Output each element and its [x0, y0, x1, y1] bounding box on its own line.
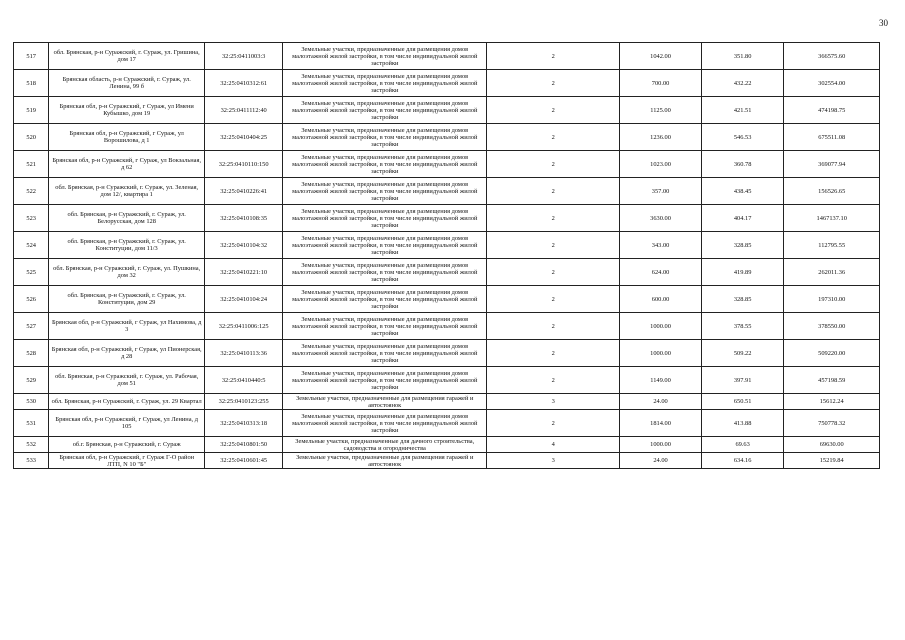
cadastral-number-cell: 32:25:0410221:10	[205, 259, 283, 286]
permitted-use-cell: Земельные участки, предназначенные для размещения домов малоэтажной жилой застройки, в том числе индивидуальной жилой застройки	[283, 124, 487, 151]
group-cell: 2	[487, 313, 620, 340]
group-cell: 2	[487, 124, 620, 151]
area-cell: 600.00	[620, 286, 702, 313]
cadastral-number-cell: 32:25:0410801:50	[205, 437, 283, 453]
specific-value-cell: 360.78	[701, 151, 784, 178]
group-cell: 2	[487, 232, 620, 259]
specific-value-cell: 432.22	[701, 70, 784, 97]
cadastral-value-cell: 69630.00	[784, 437, 880, 453]
address-cell: обл. Брянская, р-н Суражский, г. Сураж, ул. Конституции, дом 11/3	[49, 232, 205, 259]
address-cell: Брянская обл, р-н Суражский, г Сураж, ул Вокзальная, д 62	[49, 151, 205, 178]
table-row	[14, 367, 880, 394]
area-cell: 24.00	[620, 453, 702, 469]
group-cell: 2	[487, 43, 620, 70]
cadastral-number-cell: 32:25:0410226:41	[205, 178, 283, 205]
specific-value-cell: 69.63	[701, 437, 784, 453]
table-row	[14, 151, 880, 178]
address-cell: обл. Брянская, р-н Суражский, г. Сураж, ул. Рабочая, дом 51	[49, 367, 205, 394]
cadastral-value-cell: 302554.00	[784, 70, 880, 97]
group-cell: 2	[487, 97, 620, 124]
row-number-cell: 526	[14, 286, 49, 313]
permitted-use-cell: Земельные участки, предназначенные для размещения домов малоэтажной жилой застройки, в том числе индивидуальной жилой застройки	[283, 313, 487, 340]
cadastral-value-cell: 378550.00	[784, 313, 880, 340]
cadastral-number-cell: 32:25:0411003:3	[205, 43, 283, 70]
group-cell: 2	[487, 205, 620, 232]
cadastral-number-cell: 32:25:0410312:61	[205, 70, 283, 97]
address-cell: Брянская обл, р-н Суражский, г Сураж, ул Нахимова, д 3	[49, 313, 205, 340]
specific-value-cell: 413.88	[701, 410, 784, 437]
group-cell: 2	[487, 70, 620, 97]
cadastral-value-cell: 15612.24	[784, 394, 880, 410]
group-cell: 4	[487, 437, 620, 453]
specific-value-cell: 421.51	[701, 97, 784, 124]
area-cell: 1000.00	[620, 340, 702, 367]
specific-value-cell: 397.91	[701, 367, 784, 394]
page-number: 30	[879, 18, 888, 28]
cadastral-value-cell: 457198.59	[784, 367, 880, 394]
cadastral-number-cell: 32:25:0410601:45	[205, 453, 283, 469]
permitted-use-cell: Земельные участки, предназначенные для размещения домов малоэтажной жилой застройки, в том числе индивидуальной жилой застройки	[283, 340, 487, 367]
area-cell: 24.00	[620, 394, 702, 410]
area-cell: 343.00	[620, 232, 702, 259]
cadastral-number-cell: 32:25:0411006:125	[205, 313, 283, 340]
row-number-cell: 517	[14, 43, 49, 70]
cadastral-number-cell: 32:25:0410313:18	[205, 410, 283, 437]
group-cell: 2	[487, 286, 620, 313]
row-number-cell: 529	[14, 367, 49, 394]
row-number-cell: 530	[14, 394, 49, 410]
table-row	[14, 453, 880, 469]
cadastral-value-cell: 197310.00	[784, 286, 880, 313]
table-row	[14, 286, 880, 313]
address-cell: Брянская обл, р-н Суражский, г Сураж, ул Ленина, д 105	[49, 410, 205, 437]
row-number-cell: 519	[14, 97, 49, 124]
cadastral-value-cell: 262011.36	[784, 259, 880, 286]
permitted-use-cell: Земельные участки, предназначенные для размещения домов малоэтажной жилой застройки, в том числе индивидуальной жилой застройки	[283, 259, 487, 286]
cadastral-number-cell: 32:25:0410110:150	[205, 151, 283, 178]
table-row	[14, 437, 880, 453]
group-cell: 2	[487, 340, 620, 367]
permitted-use-cell: Земельные участки, предназначенные для размещения домов малоэтажной жилой застройки, в том числе индивидуальной жилой застройки	[283, 178, 487, 205]
address-cell: Брянская обл, р-н Суражский, г Сураж, ул Ворошилова, д 1	[49, 124, 205, 151]
specific-value-cell: 634.16	[701, 453, 784, 469]
specific-value-cell: 378.55	[701, 313, 784, 340]
area-cell: 1000.00	[620, 313, 702, 340]
specific-value-cell: 509.22	[701, 340, 784, 367]
cadastral-value-cell: 675511.08	[784, 124, 880, 151]
permitted-use-cell: Земельные участки, предназначенные для размещения домов малоэтажной жилой застройки, в том числе индивидуальной жилой застройки	[283, 367, 487, 394]
cadastral-number-cell: 32:25:0410440:5	[205, 367, 283, 394]
cadastral-value-cell: 156526.65	[784, 178, 880, 205]
row-number-cell: 520	[14, 124, 49, 151]
table-row	[14, 97, 880, 124]
specific-value-cell: 419.89	[701, 259, 784, 286]
address-cell: Брянская обл, р-н Суражский, г Сураж, ул Имени Кубышко, дом 19	[49, 97, 205, 124]
cadastral-number-cell: 32:25:0410104:32	[205, 232, 283, 259]
permitted-use-cell: Земельные участки, предназначенные для дачного строительства, садоводства и огородничества	[283, 437, 487, 453]
specific-value-cell: 351.80	[701, 43, 784, 70]
row-number-cell: 528	[14, 340, 49, 367]
table-row	[14, 340, 880, 367]
area-cell: 1236.00	[620, 124, 702, 151]
cadastral-number-cell: 32:25:0410104:24	[205, 286, 283, 313]
table-row	[14, 232, 880, 259]
area-cell: 1042.00	[620, 43, 702, 70]
cadastral-value-cell: 474198.75	[784, 97, 880, 124]
cadastral-number-cell: 32:25:0410113:36	[205, 340, 283, 367]
permitted-use-cell: Земельные участки, предназначенные для размещения домов малоэтажной жилой застройки, в том числе индивидуальной жилой застройки	[283, 232, 487, 259]
permitted-use-cell: Земельные участки, предназначенные для размещения домов малоэтажной жилой застройки, в том числе индивидуальной жилой застройки	[283, 97, 487, 124]
table-row	[14, 43, 880, 70]
cadastral-value-cell: 112795.55	[784, 232, 880, 259]
address-cell: Брянская обл, р-н Суражский, г Сураж Г-О район ЛТП, N 10 "Б"	[49, 453, 205, 469]
address-cell: Брянская обл, р-н Суражский, г Сураж, ул Пионерская, д 28	[49, 340, 205, 367]
cadastral-value-cell: 1467137.10	[784, 205, 880, 232]
table-row	[14, 124, 880, 151]
specific-value-cell: 546.53	[701, 124, 784, 151]
area-cell: 1023.00	[620, 151, 702, 178]
row-number-cell: 531	[14, 410, 49, 437]
area-cell: 624.00	[620, 259, 702, 286]
land-plots-table	[13, 42, 880, 469]
address-cell: обл. Брянская, р-н Суражский, г. Сураж, ул. 29 Квартал	[49, 394, 205, 410]
row-number-cell: 533	[14, 453, 49, 469]
group-cell: 2	[487, 410, 620, 437]
table-row	[14, 205, 880, 232]
cadastral-value-cell: 509220.00	[784, 340, 880, 367]
row-number-cell: 518	[14, 70, 49, 97]
row-number-cell: 524	[14, 232, 49, 259]
area-cell: 3630.00	[620, 205, 702, 232]
table-row	[14, 313, 880, 340]
permitted-use-cell: Земельные участки, предназначенные для размещения домов малоэтажной жилой застройки, в том числе индивидуальной жилой застройки	[283, 43, 487, 70]
table-row	[14, 70, 880, 97]
table-row	[14, 259, 880, 286]
address-cell: обл. Брянская, р-н Суражский, г. Сураж, ул. Зеленая, дом 12/, квартира 1	[49, 178, 205, 205]
cadastral-value-cell: 15219.84	[784, 453, 880, 469]
cadastral-number-cell: 32:25:0410404:25	[205, 124, 283, 151]
row-number-cell: 521	[14, 151, 49, 178]
area-cell: 1149.00	[620, 367, 702, 394]
address-cell: обл. Брянская, р-н Суражский, г. Сураж, ул. Пушкина, дом 32	[49, 259, 205, 286]
permitted-use-cell: Земельные участки, предназначенные для размещения гаражей и автостоянок	[283, 453, 487, 469]
address-cell: обл. Брянская, р-н Суражский, г. Сураж, ул. Гришина, дом 17	[49, 43, 205, 70]
permitted-use-cell: Земельные участки, предназначенные для размещения домов малоэтажной жилой застройки, в том числе индивидуальной жилой застройки	[283, 286, 487, 313]
area-cell: 1125.00	[620, 97, 702, 124]
group-cell: 3	[487, 453, 620, 469]
cadastral-number-cell: 32:25:0411112:40	[205, 97, 283, 124]
group-cell: 3	[487, 394, 620, 410]
row-number-cell: 523	[14, 205, 49, 232]
group-cell: 2	[487, 367, 620, 394]
area-cell: 700.00	[620, 70, 702, 97]
specific-value-cell: 650.51	[701, 394, 784, 410]
cadastral-number-cell: 32:25:0410108:35	[205, 205, 283, 232]
permitted-use-cell: Земельные участки, предназначенные для размещения домов малоэтажной жилой застройки, в том числе индивидуальной жилой застройки	[283, 151, 487, 178]
permitted-use-cell: Земельные участки, предназначенные для размещения домов малоэтажной жилой застройки, в том числе индивидуальной жилой застройки	[283, 205, 487, 232]
cadastral-number-cell: 32:25:0410123:255	[205, 394, 283, 410]
permitted-use-cell: Земельные участки, предназначенные для размещения гаражей и автостоянок	[283, 394, 487, 410]
specific-value-cell: 328.85	[701, 232, 784, 259]
address-cell: обл. Брянская, р-н Суражский, г. Сураж, ул. Белорусская, дом 128	[49, 205, 205, 232]
specific-value-cell: 328.85	[701, 286, 784, 313]
specific-value-cell: 404.17	[701, 205, 784, 232]
group-cell: 2	[487, 151, 620, 178]
group-cell: 2	[487, 259, 620, 286]
cadastral-value-cell: 369077.94	[784, 151, 880, 178]
specific-value-cell: 438.45	[701, 178, 784, 205]
address-cell: об.г. Брянская, р-н Суражский, г. Сураж	[49, 437, 205, 453]
row-number-cell: 527	[14, 313, 49, 340]
area-cell: 1814.00	[620, 410, 702, 437]
area-cell: 357.00	[620, 178, 702, 205]
address-cell: обл. Брянская, р-н Суражский, г. Сураж, ул. Конституции, дом 29	[49, 286, 205, 313]
area-cell: 1000.00	[620, 437, 702, 453]
row-number-cell: 522	[14, 178, 49, 205]
permitted-use-cell: Земельные участки, предназначенные для размещения домов малоэтажной жилой застройки, в том числе индивидуальной жилой застройки	[283, 70, 487, 97]
cadastral-value-cell: 750778.32	[784, 410, 880, 437]
permitted-use-cell: Земельные участки, предназначенные для размещения домов малоэтажной жилой застройки, в том числе индивидуальной жилой застройки	[283, 410, 487, 437]
table-row	[14, 394, 880, 410]
row-number-cell: 532	[14, 437, 49, 453]
address-cell: Брянская область, р-н Суражский, г. Сураж, ул. Ленина, 99 б	[49, 70, 205, 97]
group-cell: 2	[487, 178, 620, 205]
table-row	[14, 178, 880, 205]
cadastral-value-cell: 366575.60	[784, 43, 880, 70]
table-row	[14, 410, 880, 437]
row-number-cell: 525	[14, 259, 49, 286]
